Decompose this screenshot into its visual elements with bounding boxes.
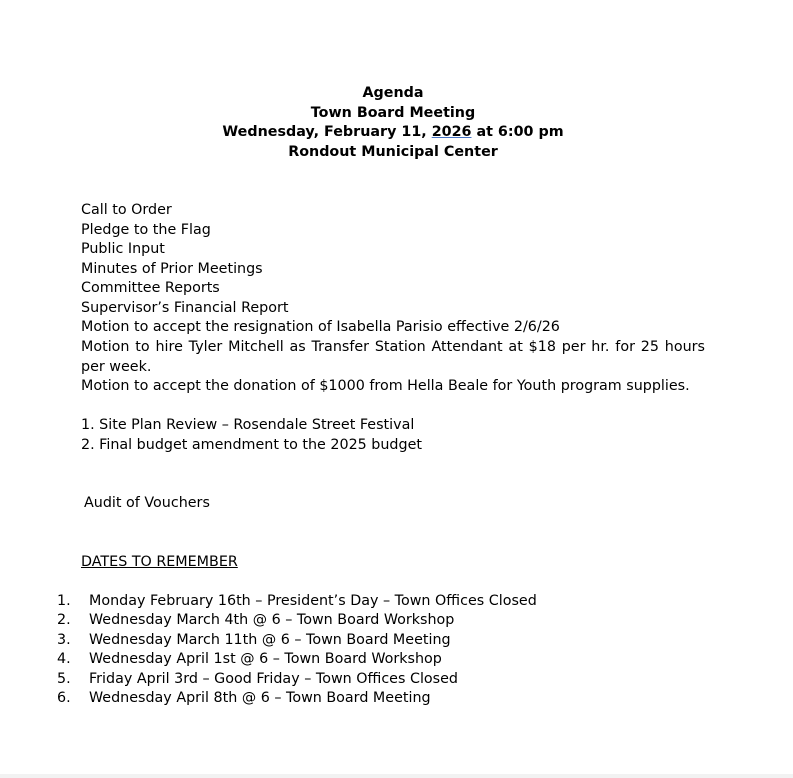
date-list-item — [57, 670, 458, 690]
agenda-header — [0, 84, 786, 162]
date-list-item — [57, 689, 431, 709]
agenda-item: Supervisor’s Financial Report — [81, 300, 289, 316]
agenda-title: Agenda — [362, 85, 424, 101]
sub-item: 2. Final budget amendment to the 2025 budget — [81, 437, 422, 453]
date-number: 1. — [57, 593, 71, 609]
date-number: 3. — [57, 632, 71, 648]
agenda-item: Motion to accept the resignation of Isabella Parisio effective 2/6/26 — [81, 319, 560, 335]
date-number: 6. — [57, 690, 71, 706]
date-text: Wednesday March 4th @ 6 – Town Board Workshop — [89, 612, 455, 628]
agenda-item: Call to Order — [81, 202, 172, 218]
date-text: Wednesday March 11th @ 6 – Town Board Meeting — [89, 632, 451, 648]
date-text: Monday February 16th – President’s Day – Town Offices Closed — [89, 593, 537, 609]
meeting-date-prefix: Wednesday, February 11, — [222, 124, 432, 141]
dates-heading: DATES TO REMEMBER — [81, 554, 238, 570]
date-number: 5. — [57, 671, 71, 687]
meeting-name: Town Board Meeting — [310, 104, 476, 121]
sub-item: 1. Site Plan Review – Rosendale Street Festival — [81, 417, 415, 433]
page-bottom-edge — [0, 774, 793, 778]
agenda-item: Minutes of Prior Meetings — [81, 261, 263, 277]
date-list-item — [57, 650, 442, 670]
date-list-item — [57, 611, 454, 631]
meeting-location: Rondout Municipal Center — [288, 143, 498, 160]
agenda-item: Committee Reports — [81, 280, 220, 296]
date-list-item — [57, 592, 537, 612]
date-text: Wednesday April 1st @ 6 – Town Board Workshop — [89, 651, 442, 667]
agenda-item: Motion to accept the donation of $1000 from Hella Beale for Youth program supplies. — [81, 378, 690, 394]
meeting-date — [0, 123, 786, 143]
agenda-item: Public Input — [81, 241, 165, 257]
date-text: Friday April 3rd – Good Friday – Town Offices Closed — [89, 671, 458, 687]
agenda-item: Pledge to the Flag — [81, 222, 211, 238]
meeting-date-year: 2026 — [431, 124, 472, 141]
date-list-item — [57, 631, 451, 651]
date-text: Wednesday April 8th @ 6 – Town Board Meeting — [89, 690, 431, 706]
date-number: 4. — [57, 651, 71, 667]
meeting-date-suffix: at 6:00 pm — [471, 124, 564, 141]
date-number: 2. — [57, 612, 71, 628]
agenda-item: Motion to hire Tyler Mitchell as Transfer Station Attendant at $18 per hr. for 25 hours per week. — [81, 339, 705, 375]
audit-item: Audit of Vouchers — [84, 495, 210, 511]
